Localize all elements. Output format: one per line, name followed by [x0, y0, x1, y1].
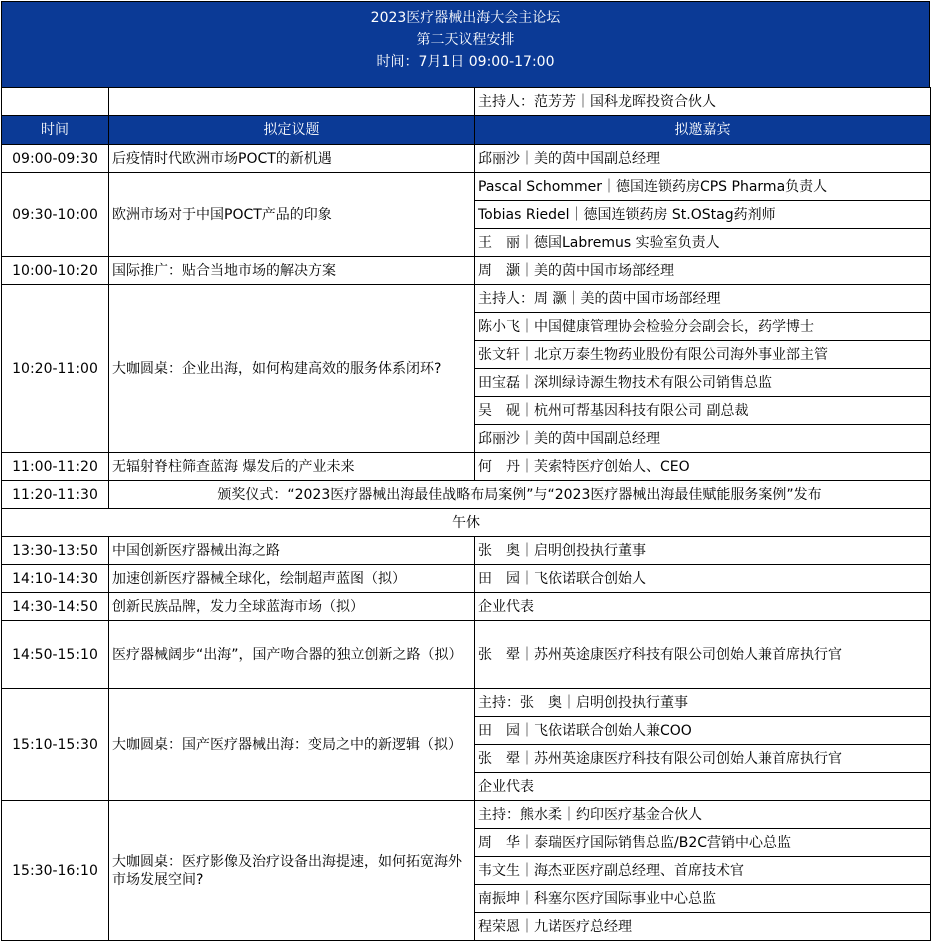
session-guest: 程荣恩｜九诺医疗总经理: [475, 913, 931, 941]
session-row: [2, 593, 931, 621]
session-time: 15:10-15:30: [2, 689, 109, 801]
session-guest: 企业代表: [475, 773, 931, 801]
session-time: 09:30-10:00: [2, 173, 109, 257]
session-topic: 大咖圆桌：医疗影像及治疗设备出海提速，如何拓宽海外市场发展空间?: [109, 801, 475, 941]
session-guest: 主持人：周 灏｜美的茵中国市场部经理: [475, 285, 931, 313]
session-topic: 大咖圆桌：国产医疗器械出海：变局之中的新逻辑（拟）: [109, 689, 475, 801]
day-subtitle: 第二天议程安排: [416, 32, 515, 48]
session-guest: 田 园｜飞依诺联合创始人: [475, 565, 931, 593]
agenda-header: [1, 1, 930, 87]
agenda-table: [1, 87, 931, 941]
session-guest: Pascal Schommer｜德国连锁药房CPS Pharma负责人: [475, 173, 931, 201]
session-time: 13:30-13:50: [2, 537, 109, 565]
session-topic: 后疫情时代欧洲市场POCT的新机遇: [109, 145, 475, 173]
session-topic: 医疗器械阔步“出海”，国产吻合器的独立创新之路（拟）: [109, 621, 475, 689]
session-topic: 欧洲市场对于中国POCT产品的印象: [109, 173, 475, 257]
col-guests: 拟邀嘉宾: [475, 116, 931, 145]
session-time: 14:50-15:10: [2, 621, 109, 689]
col-time: 时间: [2, 116, 109, 145]
award-text: 颁奖仪式：“2023医疗器械出海最佳战略布局案例”与“2023医疗器械出海最佳赋能服务案例”发布: [109, 481, 931, 509]
session-guest: 邱丽沙｜美的茵中国副总经理: [475, 425, 931, 453]
session-guest: 吴 砚｜杭州可帮基因科技有限公司 副总裁: [475, 397, 931, 425]
session-guest: Tobias Riedel｜德国连锁药房 St.OStag药剂师: [475, 201, 931, 229]
session-time: 09:00-09:30: [2, 145, 109, 173]
session-guest: 张 翚｜苏州英途康医疗科技有限公司创始人兼首席执行官: [475, 745, 931, 773]
award-time: 11:20-11:30: [2, 481, 109, 509]
session-guest: 周 灏｜美的茵中国市场部经理: [475, 257, 931, 285]
session-topic: 大咖圆桌：企业出海，如何构建高效的服务体系闭环?: [109, 285, 475, 453]
session-row: [2, 173, 931, 201]
session-guest: 王 丽｜德国Labremus 实验室负责人: [475, 229, 931, 257]
session-row: [2, 621, 931, 689]
session-row: [2, 145, 931, 173]
session-row: [2, 453, 931, 481]
session-topic: 无辐射脊柱筛查蓝海 爆发后的产业未来: [109, 453, 475, 481]
session-time: 14:10-14:30: [2, 565, 109, 593]
session-topic: 加速创新医疗器械全球化，绘制超声蓝图（拟）: [109, 565, 475, 593]
host-cell: 主持人：范芳芳｜国科龙晖投资合伙人: [475, 88, 931, 116]
session-topic: 创新民族品牌，发力全球蓝海市场（拟）: [109, 593, 475, 621]
column-header-row: [2, 116, 931, 145]
session-guest: 主持：熊水柔｜约印医疗基金合伙人: [475, 801, 931, 829]
session-guest: 周 华｜泰瑞医疗国际销售总监/B2C营销中心总监: [475, 829, 931, 857]
award-row: [2, 481, 931, 509]
session-row: [2, 801, 931, 829]
session-guest: 张 翚｜苏州英途康医疗科技有限公司创始人兼首席执行官: [475, 621, 931, 689]
session-row: [2, 565, 931, 593]
session-guest: 何 丹｜芙索特医疗创始人、CEO: [475, 453, 931, 481]
session-guest: 南振坤｜科塞尔医疗国际事业中心总监: [475, 885, 931, 913]
col-topic: 拟定议题: [109, 116, 475, 145]
session-guest: 陈小飞｜中国健康管理协会检验分会副会长，药学博士: [475, 313, 931, 341]
session-time: 11:00-11:20: [2, 453, 109, 481]
forum-title: 2023医疗器械出海大会主论坛: [370, 10, 561, 26]
lunch-break: 午休: [2, 509, 931, 537]
session-guest: 田 园｜飞依诺联合创始人兼COO: [475, 717, 931, 745]
session-topic: 国际推广：贴合当地市场的解决方案: [109, 257, 475, 285]
session-guest: 企业代表: [475, 593, 931, 621]
session-guest: 张文轩｜北京万泰生物药业股份有限公司海外事业部主管: [475, 341, 931, 369]
session-time: 15:30-16:10: [2, 801, 109, 941]
session-time: 10:20-11:00: [2, 285, 109, 453]
session-row: [2, 285, 931, 313]
session-time: 10:00-10:20: [2, 257, 109, 285]
session-row: [2, 257, 931, 285]
session-row: [2, 537, 931, 565]
session-guest: 田宝磊｜深圳绿诗源生物技术有限公司销售总监: [475, 369, 931, 397]
event-time: 时间：7月1日 09:00-17:00: [376, 54, 555, 70]
host-row: [2, 88, 931, 116]
session-guest: 张 奥｜启明创投执行董事: [475, 537, 931, 565]
lunch-row: [2, 509, 931, 537]
session-guest: 主持：张 奥｜启明创投执行董事: [475, 689, 931, 717]
session-time: 14:30-14:50: [2, 593, 109, 621]
session-guest: 邱丽沙｜美的茵中国副总经理: [475, 145, 931, 173]
session-guest: 韦文生｜海杰亚医疗副总经理、首席技术官: [475, 857, 931, 885]
session-row: [2, 689, 931, 717]
session-topic: 中国创新医疗器械出海之路: [109, 537, 475, 565]
